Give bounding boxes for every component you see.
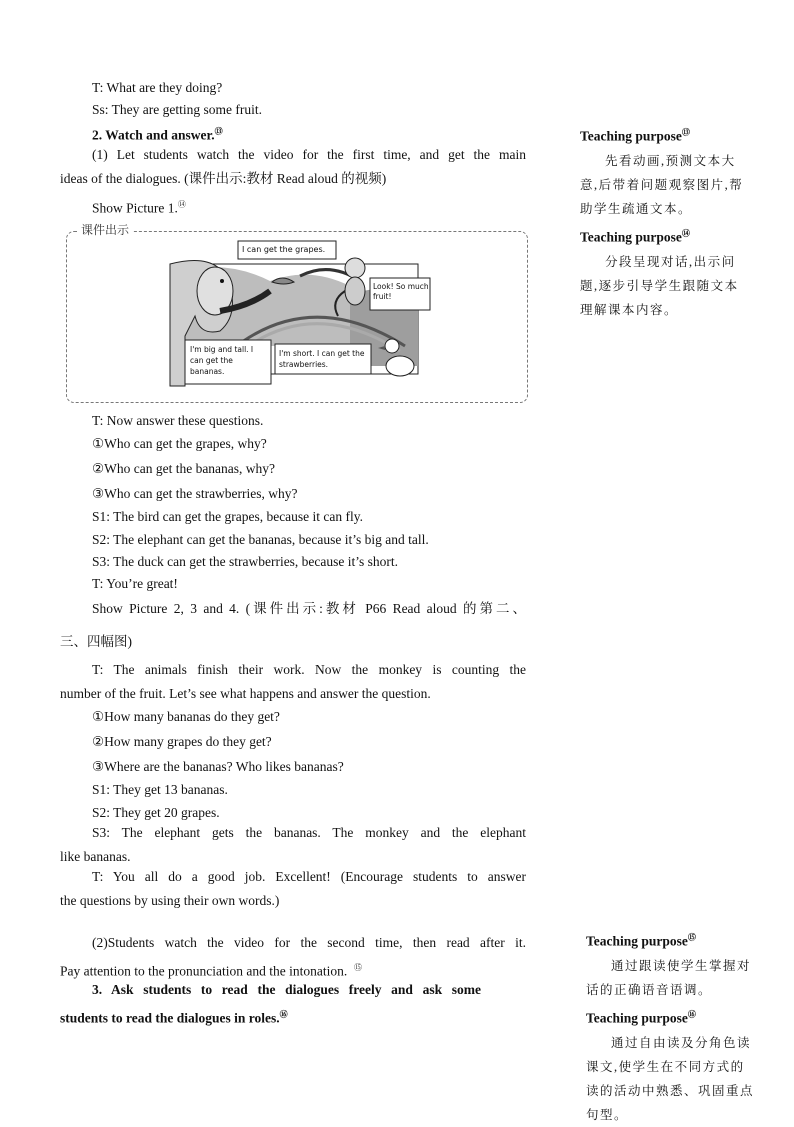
answer-s3-elephant-a: S3: The elephant gets the bananas. The monkey and the elephant <box>92 825 526 840</box>
para-first-time-b: ideas of the dialogues. (课件出示:教材 Read aloud 的视频) <box>60 171 387 186</box>
bubble-big-tall: I'm big and tall. I can get the bananas. <box>190 345 254 376</box>
line-getting-fruit: Ss: They are getting some fruit. <box>92 102 262 117</box>
heading-watch-answer: 2. Watch and answer.⑬ <box>92 127 223 143</box>
question-6: ③Where are the bananas? Who likes bananas? <box>92 759 344 774</box>
bubble-look: Look! So much fruit! <box>373 282 429 301</box>
question-1: ①Who can get the grapes, why? <box>92 436 267 451</box>
answer-13-bananas: S1: They get 13 bananas. <box>92 782 228 797</box>
answer-s1: S1: The bird can get the grapes, because it can fly. <box>92 509 364 524</box>
line-youre-great: T: You’re great! <box>92 576 178 591</box>
show-picture-1: Show Picture 1.⑭ <box>92 200 186 216</box>
answer-s3: S3: The duck can get the strawberries, because it’s short. <box>92 554 399 569</box>
side-note-16-title: Teaching purpose⑯ <box>586 1010 696 1026</box>
side-note-14 <box>580 222 752 322</box>
heading-read-freely-b: students to read the dialogues in roles.⑯ <box>60 1010 288 1026</box>
question-intro: T: Now answer these questions. <box>92 413 264 428</box>
show-picture-234-a: Show Picture 2, 3 and 4. (课件出示:教材 P66 Read aloud 的第二、 <box>92 601 526 616</box>
answer-s3-elephant-b: like bananas. <box>60 849 131 864</box>
question-2: ②Who can get the bananas, why? <box>92 461 276 476</box>
side-note-15-text: 通过跟读使学生掌握对话的正确语音语调。 <box>586 958 752 997</box>
para-excellent-b: the questions by using their own words.) <box>60 893 280 908</box>
side-note-16-text: 通过自由读及分角色读课文,使学生在不同方式的读的活动中熟悉、巩固重点句型。 <box>586 1035 755 1122</box>
heading-read-freely-a: 3. Ask students to read the dialogues freely and ask some <box>92 982 481 997</box>
para-excellent-a: T: You all do a good job. Excellent! (Encourage students to answer <box>92 869 526 884</box>
show-picture-234-b: 三、四幅图) <box>60 634 132 649</box>
para-counting-b: number of the fruit. Let’s see what happens and answer the question. <box>60 686 431 701</box>
question-5: ②How many grapes do they get? <box>92 734 272 749</box>
side-note-16 <box>586 1003 756 1127</box>
para-second-time-a: (2)Students watch the video for the second time, then read after it. <box>92 935 526 950</box>
side-note-13 <box>580 121 752 221</box>
bubble-short: I'm short. I can get the strawberries. <box>279 349 365 369</box>
side-note-14-title: Teaching purpose⑭ <box>580 229 690 245</box>
para-counting-a: T: The animals finish their work. Now the monkey is counting the <box>92 662 526 677</box>
side-note-14-text: 分段呈现对话,出示问题,逐步引导学生跟随文本理解课本内容。 <box>580 254 739 317</box>
line-what-doing: T: What are they doing? <box>92 80 223 95</box>
answer-20-grapes: S2: They get 20 grapes. <box>92 805 220 820</box>
side-note-15-title: Teaching purpose⑮ <box>586 933 696 949</box>
side-note-13-text: 先看动画,预测文本大意,后带着问题观察图片,帮助学生疏通文本。 <box>580 153 744 216</box>
bubble-grapes: I can get the grapes. <box>242 245 326 254</box>
answer-s2: S2: The elephant can get the bananas, because it’s big and tall. <box>92 532 429 547</box>
side-note-13-title: Teaching purpose⑬ <box>580 128 690 144</box>
para-second-time-b: Pay attention to the pronunciation and the intonation. ⑮ <box>60 963 362 979</box>
question-4: ①How many bananas do they get? <box>92 709 280 724</box>
question-3: ③Who can get the strawberries, why? <box>92 486 298 501</box>
courseware-label: 课件出示 <box>78 221 132 238</box>
para-first-time-a: (1) Let students watch the video for the first time, and get the main <box>92 147 526 162</box>
side-note-15 <box>586 926 756 1002</box>
